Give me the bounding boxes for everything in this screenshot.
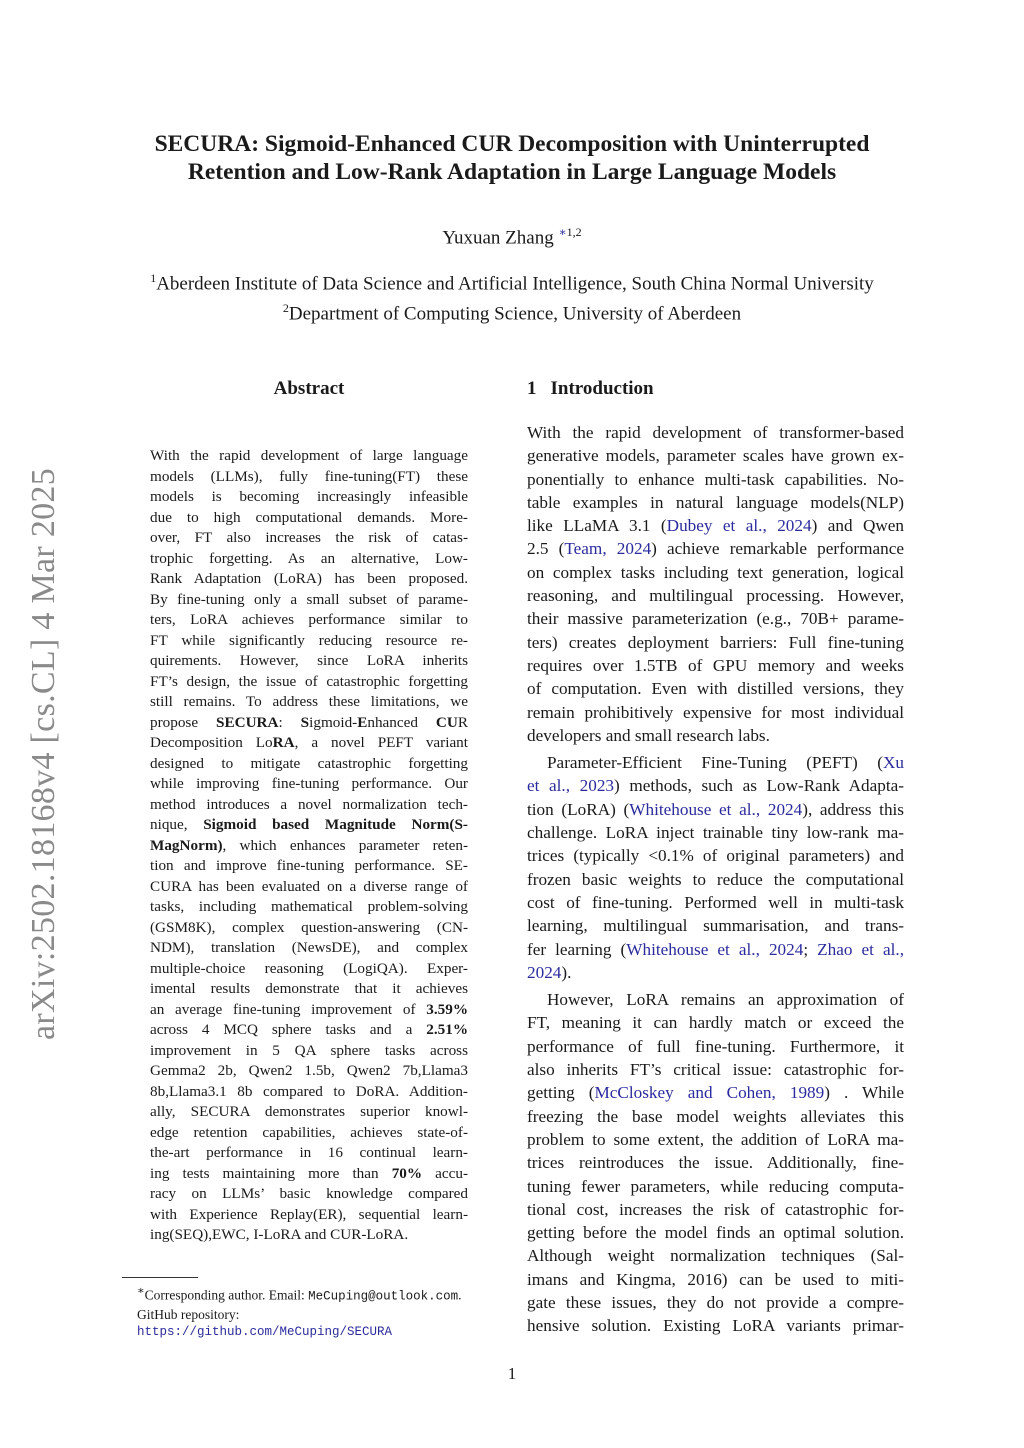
citation-whitehouse-2[interactable]: Whitehouse et al., 2024 xyxy=(626,939,804,959)
abstract-line: Decomposition LoRA, a novel PEFT variant xyxy=(150,734,468,751)
intro-paragraph-3 xyxy=(527,988,904,1337)
abstract-line: CURA has been evaluated on a diverse range of xyxy=(150,877,468,895)
affiliation-2: $^2$Department of Computing Science, University of Aberdeen xyxy=(282,301,742,325)
intro-line: imans and Kingma, 2016) can be used to miti- xyxy=(527,1269,904,1289)
introduction-body xyxy=(527,421,904,1342)
abstract-line: racy on LLMs’ basic knowledge compared xyxy=(150,1185,468,1202)
abstract-line: ing tests maintaining more than 70% accu- xyxy=(150,1164,469,1182)
abstract-line: still remains. To address these limitations, we xyxy=(150,693,468,710)
intro-line: table examples in natural language models(NLP) xyxy=(527,492,904,512)
intro-line: of computation. Even with distilled versions, they xyxy=(527,679,904,699)
abstract-heading: Abstract xyxy=(273,378,345,399)
intro-line: ponentially to enhance multi-task capabilities. No- xyxy=(527,469,904,489)
author-name: Yuxuan Zhang xyxy=(442,227,554,249)
intro-line: also inherits FT’s critical issue: catastrophic for- xyxy=(527,1060,904,1080)
abstract-body xyxy=(150,446,468,1246)
intro-line: cost of fine-tuning. Performed well in multi-task xyxy=(527,892,904,912)
abstract-line: ally, SECURA demonstrates superior knowl- xyxy=(150,1103,468,1120)
intro-line: tuning fewer parameters, while reducing computa- xyxy=(527,1176,904,1196)
author-affiliation-marks: 1,2 xyxy=(566,225,582,239)
abstract-line: quirements. However, since LoRA inherits xyxy=(150,652,468,669)
abstract-line: tion and improve fine-tuning performance. SE- xyxy=(150,857,468,874)
intro-line: 2024). xyxy=(527,962,572,982)
intro-line: their massive parameterization (e.g., 70B+ parame- xyxy=(527,609,904,629)
section-title: Introduction xyxy=(550,378,654,399)
abstract-line: (GSM8K), complex question-answering (CN- xyxy=(150,918,468,936)
intro-line: Parameter-Efficient Fine-Tuning (PEFT) (Xu xyxy=(547,753,904,773)
intro-line: 2.5 (Team, 2024) achieve remarkable performance xyxy=(527,539,904,559)
author-line xyxy=(0,225,1024,249)
intro-line: developers and small research labs. xyxy=(527,725,770,745)
intro-line: reasoning, and multilingual processing. However, xyxy=(527,586,904,606)
abstract-line: while improving fine-tuning performance. Our xyxy=(150,775,468,792)
intro-line: ters) creates deployment barriers: Full fine-tuning xyxy=(527,632,904,652)
intro-line: problem to some extent, the addition of LoRA ma- xyxy=(527,1129,904,1149)
intro-line: remain prohibitively expensive for most individual xyxy=(527,702,904,722)
intro-line: generative models, parameter scales have grown ex- xyxy=(527,446,904,466)
abstract-line: ing(SEQ),EWC, I-LoRA and CUR-LoRA. xyxy=(150,1226,409,1243)
intro-line: challenge. LoRA inject trainable tiny low-rank ma- xyxy=(527,823,904,843)
intro-line: trices (typically <0.1% of original parameters) and xyxy=(527,846,904,866)
abstract-line: over, FT also increases the risk of catas- xyxy=(150,529,468,546)
abstract-line: Gemma2 2b, Qwen2 1.5b, Qwen2 7b,Llama3 xyxy=(150,1062,468,1079)
abstract-line: improvement in 5 QA sphere tasks across xyxy=(150,1041,468,1059)
abstract-line: MagNorm), which enhances parameter reten- xyxy=(150,836,468,854)
abstract-line: FT while significantly reducing resource re- xyxy=(150,631,468,649)
page-number: 1 xyxy=(507,1364,517,1383)
abstract-line: FT’s design, the issue of catastrophic forgetting xyxy=(150,672,468,690)
affiliations xyxy=(0,266,1024,327)
abstract-line: an average fine-tuning improvement of 3.59% xyxy=(150,1000,468,1018)
abstract-line: By fine-tuning only a small subset of parame- xyxy=(150,590,468,608)
intro-line: requires over 1.5TB of GPU memory and weeks xyxy=(527,655,904,675)
citation-xu[interactable]: Xu xyxy=(882,753,904,773)
abstract-line: 8b,Llama3.1 8b compared to DoRA. Addition- xyxy=(150,1082,468,1100)
abstract-line: method introduces a novel normalization tech- xyxy=(150,795,468,813)
abstract-line: With the rapid development of large language xyxy=(150,447,468,464)
abstract-line: models (LLMs), fully fine-tuning(FT) these xyxy=(150,467,468,485)
abstract-line: multiple-choice reasoning (LogiQA). Exper- xyxy=(150,959,468,977)
abstract-line-secura: propose SECURA: Sigmoid-Enhanced CUR xyxy=(150,713,468,731)
abstract-line: with Experience Replay(ER), sequential learn- xyxy=(150,1205,468,1223)
intro-line: Although weight normalization techniques (Sal- xyxy=(527,1246,904,1266)
intro-line: trices reintroduces the issue. Additionally, fine- xyxy=(527,1153,904,1173)
intro-line: hensive solution. Existing LoRA variants primar- xyxy=(527,1316,904,1336)
footnote-divider xyxy=(122,1277,198,1278)
intro-line: tional cost, increases the risk of catastrophic for- xyxy=(527,1199,904,1219)
github-repo-link[interactable]: https://github.com/MeCuping/SECURA xyxy=(137,1324,393,1339)
introduction-heading xyxy=(527,378,654,400)
abstract-line: models is becoming increasingly infeasible xyxy=(150,488,468,505)
intro-paragraph-1 xyxy=(527,421,904,747)
footnote-repo-label: GitHub repository: xyxy=(137,1307,240,1322)
citation-xu-cont[interactable]: et al., 2023 xyxy=(527,776,614,796)
abstract-line: edge retention capabilities, achieves state-of- xyxy=(150,1123,468,1141)
intro-line: on complex tasks including text generation, logical xyxy=(527,562,904,582)
intro-paragraph-2 xyxy=(527,751,904,984)
intro-line: However, LoRA remains an approximation of xyxy=(547,990,904,1010)
abstract-line: designed to mitigate catastrophic forgetting xyxy=(150,754,468,772)
intro-line: tion (LoRA) (Whitehouse et al., 2024), address this xyxy=(527,799,904,819)
abstract-line: the-art performance in 16 continual learn- xyxy=(150,1144,468,1161)
intro-line: With the rapid development of transformer-based xyxy=(527,423,904,442)
citation-dubey[interactable]: Dubey et al., 2024 xyxy=(666,516,812,536)
abstract-line: across 4 MCQ sphere tasks and a 2.51% xyxy=(150,1021,468,1038)
abstract-line: ters, LoRA achieves performance similar to xyxy=(150,611,468,628)
intro-line: getting (McCloskey and Cohen, 1989) . While xyxy=(527,1083,904,1103)
abstract-line: Rank Adaptation (LoRA) has been proposed. xyxy=(150,570,468,587)
intro-line: frozen basic weights to reduce the computational xyxy=(527,869,904,889)
intro-line: learning, multilingual summarisation, and trans- xyxy=(527,916,904,936)
intro-line: freezing the base model weights alleviates this xyxy=(527,1106,904,1126)
abstract-line: imental results demonstrate that it achieves xyxy=(150,980,468,997)
corresponding-author-link[interactable]: ∗ xyxy=(558,225,567,239)
affiliation-1: $^1$Aberdeen Institute of Data Science and Artificial Intelligence, South China Normal University xyxy=(150,271,874,295)
abstract-line: NDM), translation (NewsDE), and complex xyxy=(150,939,468,956)
citation-team[interactable]: Team, 2024 xyxy=(564,539,652,559)
intro-line: getting before the model finds an optimal solution. xyxy=(527,1223,904,1243)
arxiv-identifier-stamp: arXiv:2502.18168v4 [cs.CL] 4 Mar 2025 xyxy=(25,467,62,1040)
title-line-1: SECURA: Sigmoid-Enhanced CUR Decomposition with Uninterrupted xyxy=(154,131,870,157)
title-line-2: Retention and Low-Rank Adaptation in Large Language Models xyxy=(187,159,837,185)
footnote xyxy=(137,1283,507,1341)
abstract-line: nique, Sigmoid based Magnitude Norm(S- xyxy=(150,816,468,833)
section-number: 1 xyxy=(527,378,537,399)
intro-line: et al., 2023) methods, such as Low-Rank Adapta- xyxy=(527,776,905,796)
intro-line: like LLaMA 3.1 (Dubey et al., 2024) and Qwen xyxy=(527,516,905,536)
intro-line: gate these issues, they do not provide a compre- xyxy=(527,1292,904,1312)
abstract-line: tasks, including mathematical problem-solving xyxy=(150,898,468,915)
intro-line: fer learning (Whitehouse et al., 2024; Zhao et al., xyxy=(527,939,904,959)
paper-title xyxy=(100,130,924,186)
citation-whitehouse[interactable]: Whitehouse et al., 2024 xyxy=(629,799,803,819)
abstract-line: trophic forgetting. As an alternative, Low- xyxy=(150,549,468,567)
citation-zhao-year[interactable]: 2024 xyxy=(527,962,562,982)
intro-line: FT, meaning it can hardly match or exceed the xyxy=(527,1013,904,1033)
author-email[interactable]: MeCuping@outlook.com xyxy=(308,1289,459,1304)
abstract-line: due to high computational demands. More- xyxy=(150,508,468,526)
citation-mccloskey[interactable]: McCloskey and Cohen, 1989 xyxy=(594,1083,825,1103)
footnote-corresponding-author: ∗Corresponding author. Email: MeCuping@outlook.com. xyxy=(137,1285,462,1304)
intro-line: performance of full fine-tuning. Furthermore, it xyxy=(527,1036,904,1056)
citation-zhao[interactable]: Zhao et al., xyxy=(817,939,904,959)
